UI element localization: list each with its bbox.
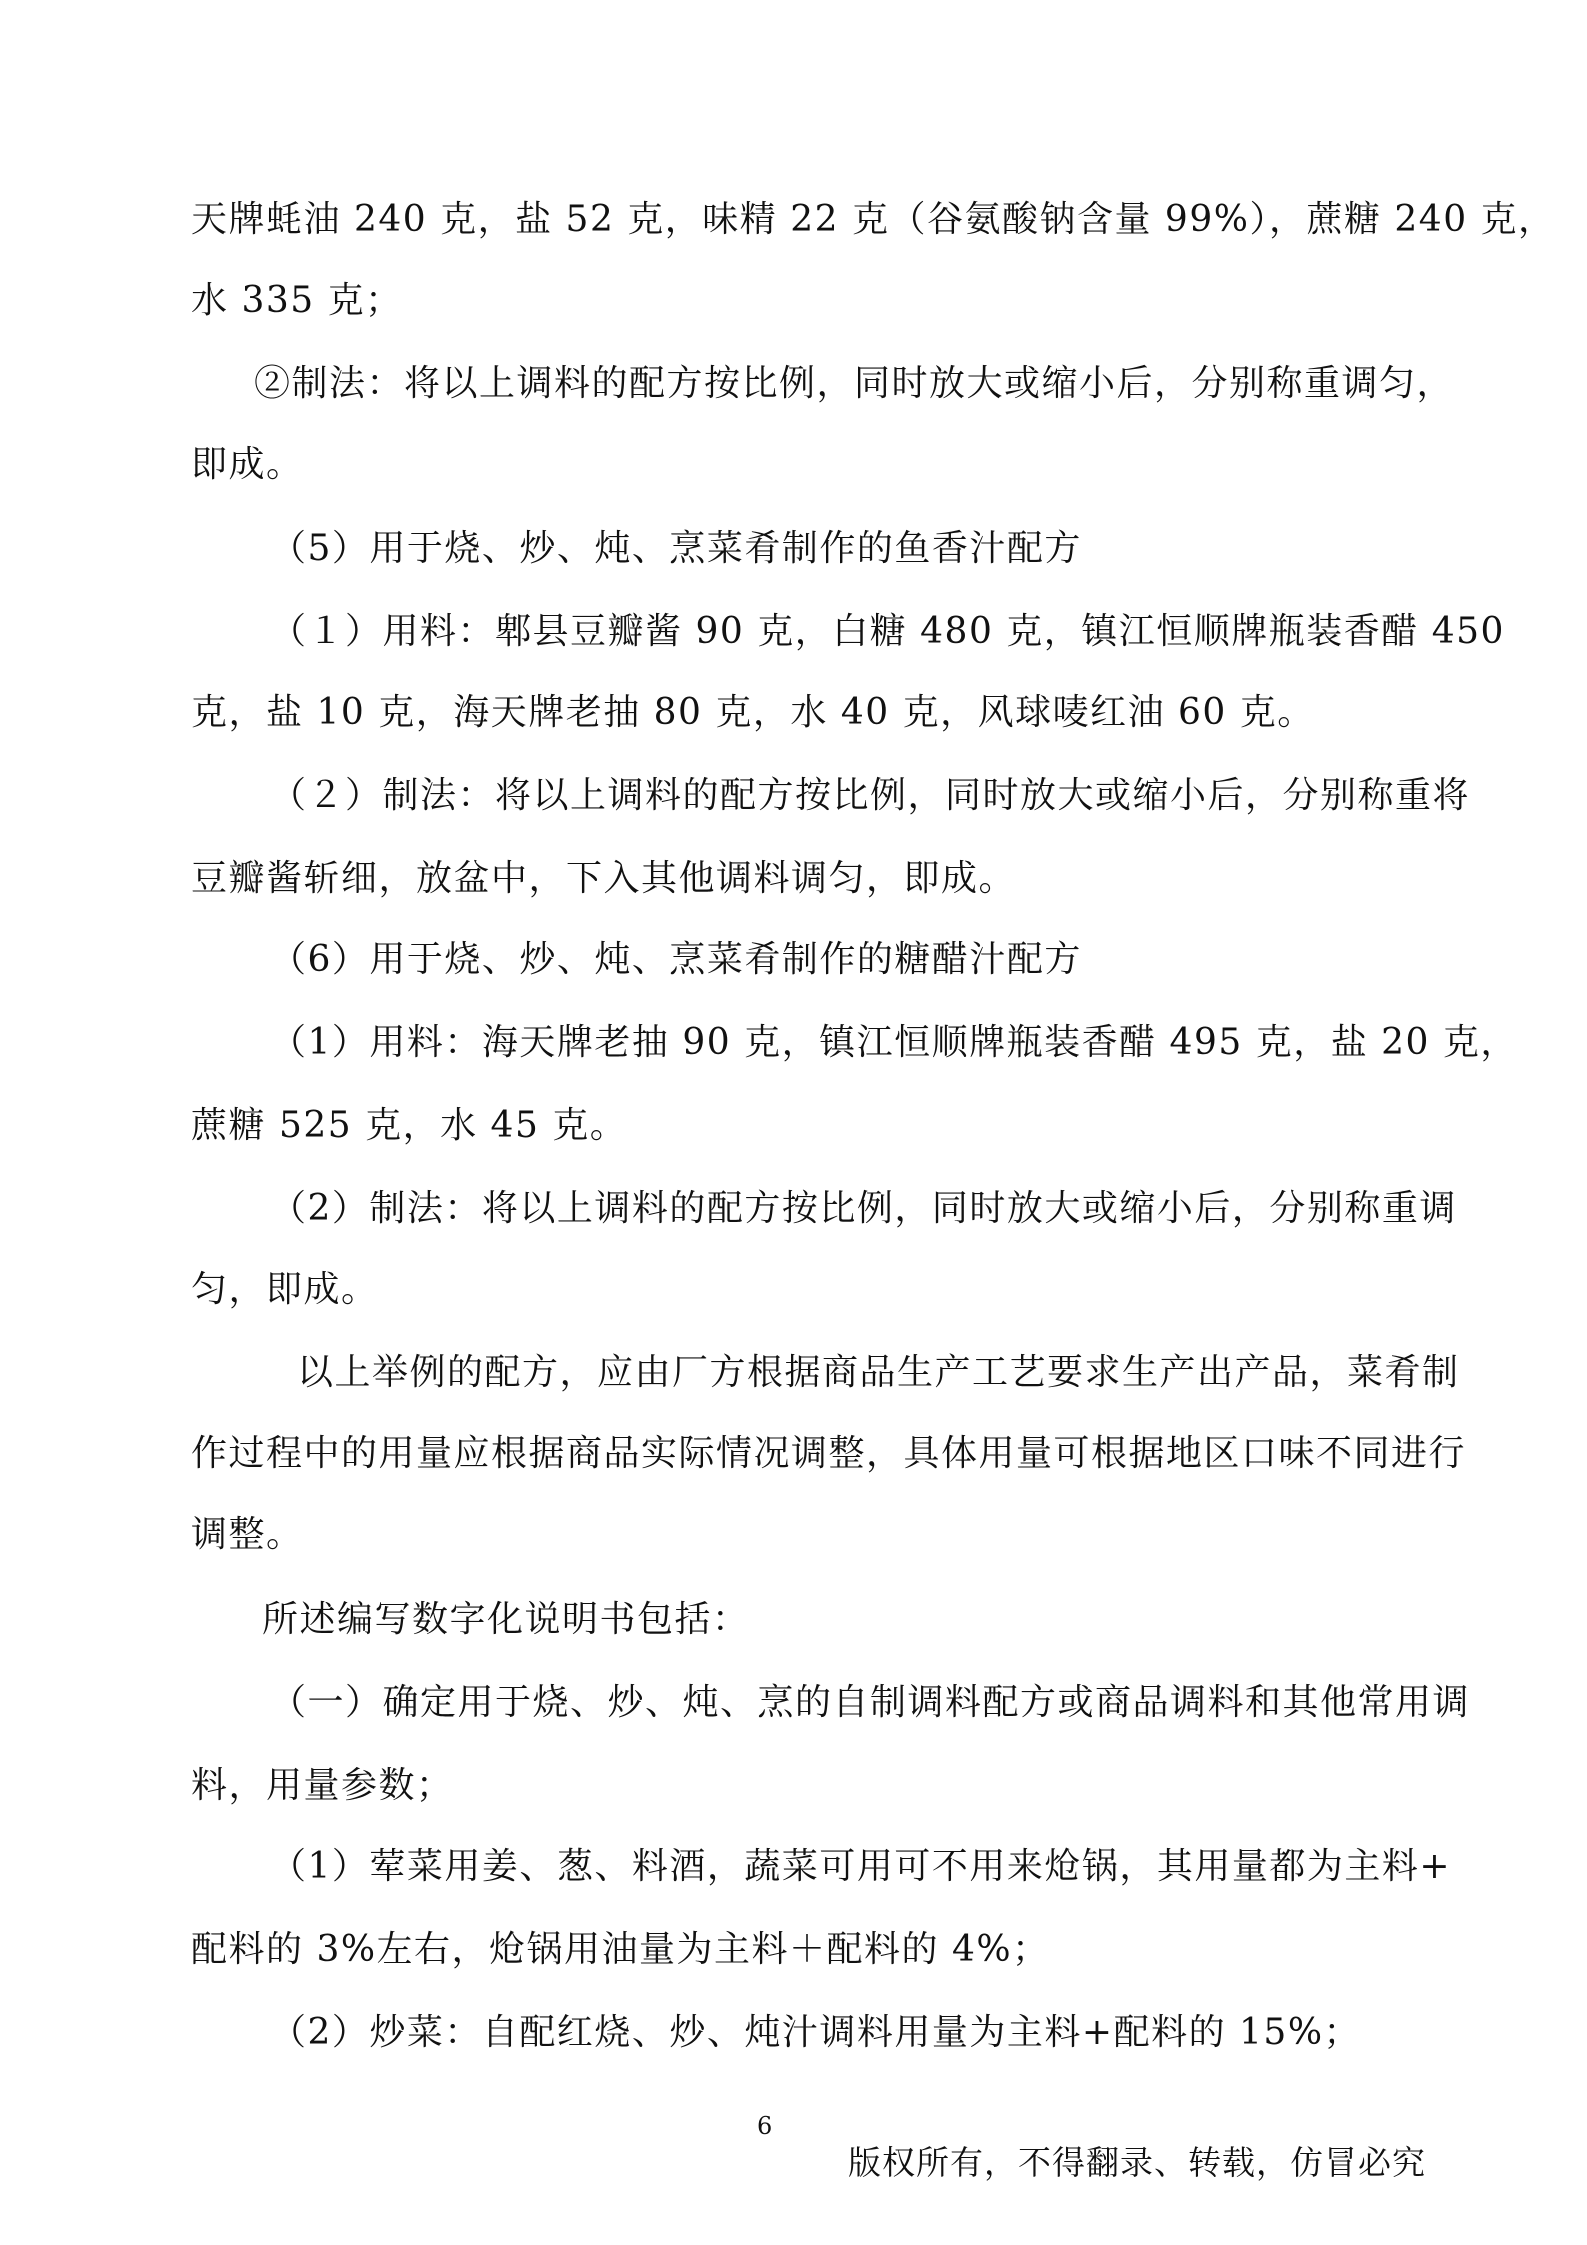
text-line-1: 天牌蚝油 240 克，盐 52 克，味精 22 克（谷氨酸钠含量 99%），蔗糖 240 克， bbox=[191, 199, 1556, 240]
text-line-8: （２）制法：将以上调料的配方按比例，同时放大或缩小后，分别称重将 bbox=[270, 775, 1471, 816]
text-line-16: 作过程中的用量应根据商品实际情况调整，具体用量可根据地区口味不同进行 bbox=[191, 1433, 1467, 1474]
text-line-12: 蔗糖 525 克，水 45 克。 bbox=[191, 1105, 628, 1146]
section-heading-6: （6）用于烧、炒、炖、烹菜肴制作的糖醋汁配方 bbox=[270, 939, 1082, 980]
text-line-23: （2）炒菜：自配红烧、炒、炖汁调料用量为主料+配料的 15%； bbox=[270, 2012, 1362, 2053]
text-line-14: 匀，即成。 bbox=[191, 1269, 379, 1310]
text-line-9: 豆瓣酱斩细，放盆中，下入其他调料调匀，即成。 bbox=[191, 858, 1017, 899]
text-line-3: ②制法：将以上调料的配方按比例，同时放大或缩小后，分别称重调匀， bbox=[254, 363, 1455, 404]
text-line-17: 调整。 bbox=[191, 1514, 304, 1555]
text-line-18: 所述编写数字化说明书包括： bbox=[262, 1599, 750, 1640]
text-line-13: （2）制法：将以上调料的配方按比例，同时放大或缩小后，分别称重调 bbox=[270, 1188, 1457, 1229]
copyright-notice: 版权所有，不得翻录、转载，仿冒必究 bbox=[848, 2143, 1426, 2182]
text-line-11: （1）用料：海天牌老抽 90 克，镇江恒顺牌瓶装香醋 495 克，盐 20 克， bbox=[270, 1022, 1518, 1063]
text-line-19: （一）确定用于烧、炒、炖、烹的自制调料配方或商品调料和其他常用调 bbox=[270, 1682, 1471, 1723]
text-line-21: （1）荤菜用姜、葱、料酒，蔬菜可用可不用来炝锅，其用量都为主料+ bbox=[270, 1846, 1452, 1887]
text-line-15: 以上举例的配方，应由厂方根据商品生产工艺要求生产出产品，菜肴制 bbox=[297, 1352, 1460, 1393]
page-number: 6 bbox=[757, 2112, 773, 2140]
section-heading-5: （5）用于烧、炒、炖、烹菜肴制作的鱼香汁配方 bbox=[270, 528, 1082, 569]
text-line-22: 配料的 3%左右，炝锅用油量为主料＋配料的 4%； bbox=[191, 1929, 1050, 1970]
text-line-20: 料，用量参数； bbox=[191, 1765, 454, 1806]
text-line-6: （１）用料：郫县豆瓣酱 90 克，白糖 480 克，镇江恒顺牌瓶装香醋 450 bbox=[270, 611, 1505, 652]
text-line-4: 即成。 bbox=[191, 444, 304, 485]
text-line-2: 水 335 克； bbox=[191, 280, 403, 321]
text-line-7: 克，盐 10 克，海天牌老抽 80 克，水 40 克，风球唛红油 60 克。 bbox=[191, 692, 1315, 733]
